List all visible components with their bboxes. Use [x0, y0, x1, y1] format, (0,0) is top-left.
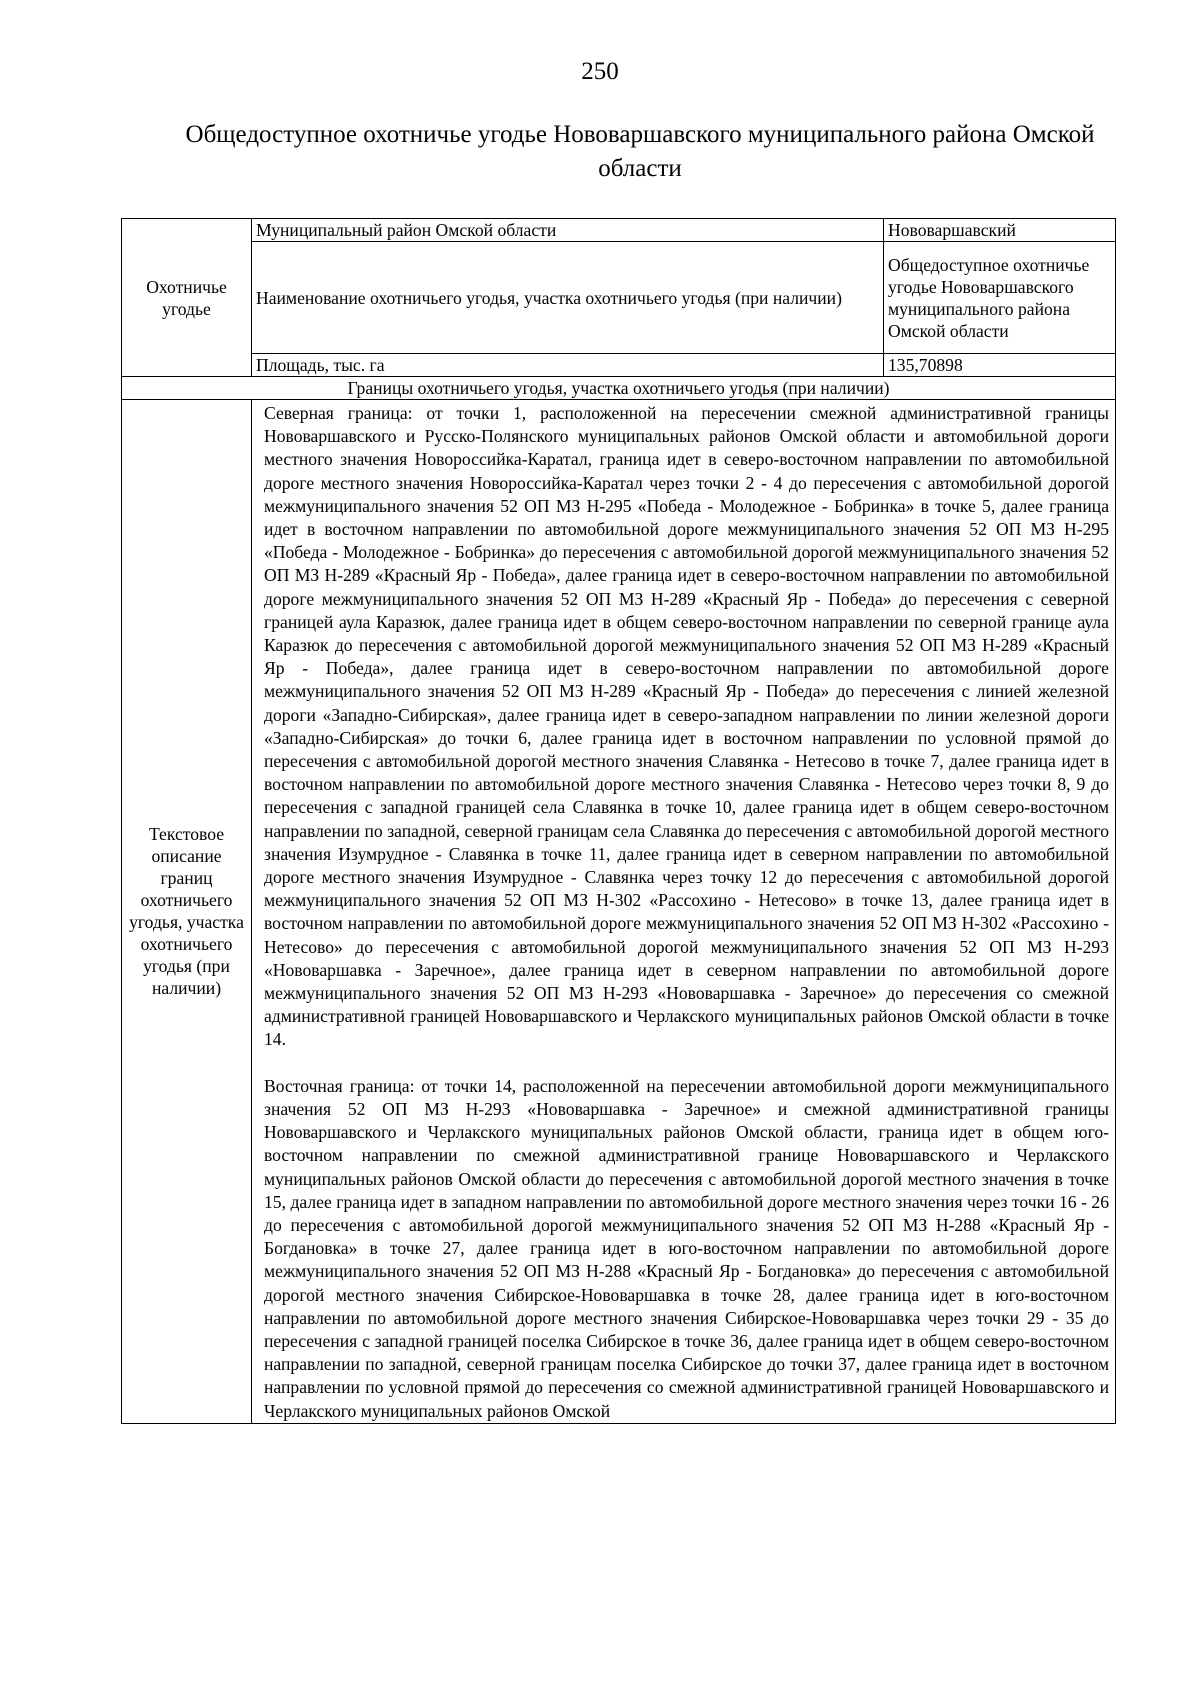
document-title: Общедоступное охотничье угодье Нововаршавского муниципального района Омской области — [185, 121, 1095, 182]
table-row — [122, 219, 1116, 242]
table-row — [122, 354, 1116, 377]
row-label-district: Муниципальный район Омской области — [252, 219, 884, 242]
description-label: Текстовое описание границ охотничьего угодья, участка охотничьего угодья (при наличии) — [122, 400, 252, 1424]
page-number: 250 — [581, 58, 619, 85]
row-label-name: Наименование охотничьего угодья, участка охотничьего угодья (при наличии) — [252, 242, 884, 354]
hunting-ground-label: Охотничье угодье — [122, 219, 252, 377]
boundary-description — [252, 400, 1116, 1424]
east-boundary-text: Восточная граница: от точки 14, расположенной на пересечении автомобильной дороги межмуниципального значения 52 ОП МЗ Н-293 «Нововаршавка - Заречное» и смежной административной границы Нововаршавского и Черлакского муниципальных районов Омской области, граница идет в общем юго-восточном направлении по смежной административной границе Нововаршавского и Черлакского муниципальных районов Омской области до пересечения с автомобильной дорогой местного значения в точке 15, далее граница идет в западном направлении по автомобильной дороге местного значения через точки 16 - 26 до пересечения с автомобильной дорогой межмуниципального значения 52 ОП МЗ Н-288 «Красный Яр - Богдановка» в точке 27, далее граница идет в юго-восточном направлении по автомобильной дороге межмуниципального значения 52 ОП МЗ Н-288 «Красный Яр - Богдановка» до пересечения с автомобильной дорогой местного значения Сибирское-Нововаршавка в точке 28, далее граница идет в юго-восточном направлении по автомобильной дороге местного значения Сибирское-Нововаршавка через точки 29 - 35 до пересечения с западной границей поселка Сибирское в точке 36, далее граница идет в общем северо-восточном направлении по западной, северной границам поселка Сибирское до точки 37, далее граница идет в восточном направлении по условной прямой до пересечения со смежной административной границей Нововаршавского и Черлакского муниципальных районов Омской — [264, 1075, 1109, 1421]
table-row — [122, 400, 1116, 1424]
row-label-area: Площадь, тыс. га — [252, 354, 884, 377]
table-row — [122, 377, 1116, 400]
boundaries-header: Границы охотничьего угодья, участка охотничьего угодья (при наличии) — [122, 377, 1116, 400]
row-value-district: Нововаршавский — [884, 219, 1116, 242]
row-value-name: Общедоступное охотничье угодье Нововаршавского муниципального района Омской области — [884, 242, 1116, 354]
hunting-ground-table — [121, 218, 1116, 1424]
row-value-area: 135,70898 — [884, 354, 1116, 377]
north-boundary-text: Северная граница: от точки 1, расположенной на пересечении смежной административной границы Нововаршавского и Русско-Полянского муниципальных районов Омской области и автомобильной дороги местного значения Новороссийка-Каратал, граница идет в северо-восточном направлении по автомобильной дороге местного значения Новороссийка-Каратал через точки 2 - 4 до пересечения с автомобильной дорогой межмуниципального значения 52 ОП МЗ Н-295 «Победа - Молодежное - Бобринка» в точке 5, далее граница идет в восточном направлении по автомобильной дороге межмуниципального значения 52 ОП МЗ Н-295 «Победа - Молодежное - Бобринка» до пересечения с автомобильной дорогой межмуниципального значения 52 ОП МЗ Н-289 «Красный Яр - Победа», далее граница идет в северо-восточном направлении по автомобильной дороге межмуниципального значения 52 ОП МЗ Н-289 «Красный Яр - Победа» до пересечения с северной границей аула Каразюк, далее граница идет в общем северо-восточном направлении по северной границе аула Каразюк до пересечения с автомобильной дорогой межмуниципального значения 52 ОП МЗ Н-289 «Красный Яр - Победа», далее граница идет в северо-восточном направлении по автомобильной дороге межмуниципального значения 52 ОП МЗ Н-289 «Красный Яр - Победа» до пересечения с линией железной дороги «Западно-Сибирская», далее граница идет в северо-западном направлении по линии железной дороги «Западно-Сибирская» до точки 6, далее граница идет в восточном направлении по условной прямой до пересечения с автомобильной дорогой местного значения Славянка - Нетесово в точке 7, далее граница идет в восточном направлении по автомобильной дороге местного значения Славянка - Нетесово через точки 8, 9 до пересечения с западной границей села Славянка в точке 10, далее граница идет в общем северо-восточном направлении по западной, северной границам села Славянка до пересечения с автомобильной дорогой местного значения Изумрудное - Славянка в точке 11, далее граница идет в северном направлении по автомобильной дороге местного значения Изумрудное - Славянка через точку 12 до пересечения с автомобильной дорогой межмуниципального значения 52 ОП МЗ Н-302 «Рассохино - Нетесово» в точке 13, далее граница идет в восточном направлении по автомобильной дороге межмуниципального значения 52 ОП МЗ Н-302 «Рассохино - Нетесово» до пересечения с автомобильной дорогой межмуниципального значения 52 ОП МЗ Н-293 «Нововаршавка - Заречное», далее граница идет в северном направлении по автомобильной дороге межмуниципального значения 52 ОП МЗ Н-293 «Нововаршавка - Заречное» до пересечения со смежной административной границей Нововаршавского и Черлакского муниципальных районов Омской области в точке 14. — [264, 403, 1109, 1050]
table-row — [122, 242, 1116, 354]
